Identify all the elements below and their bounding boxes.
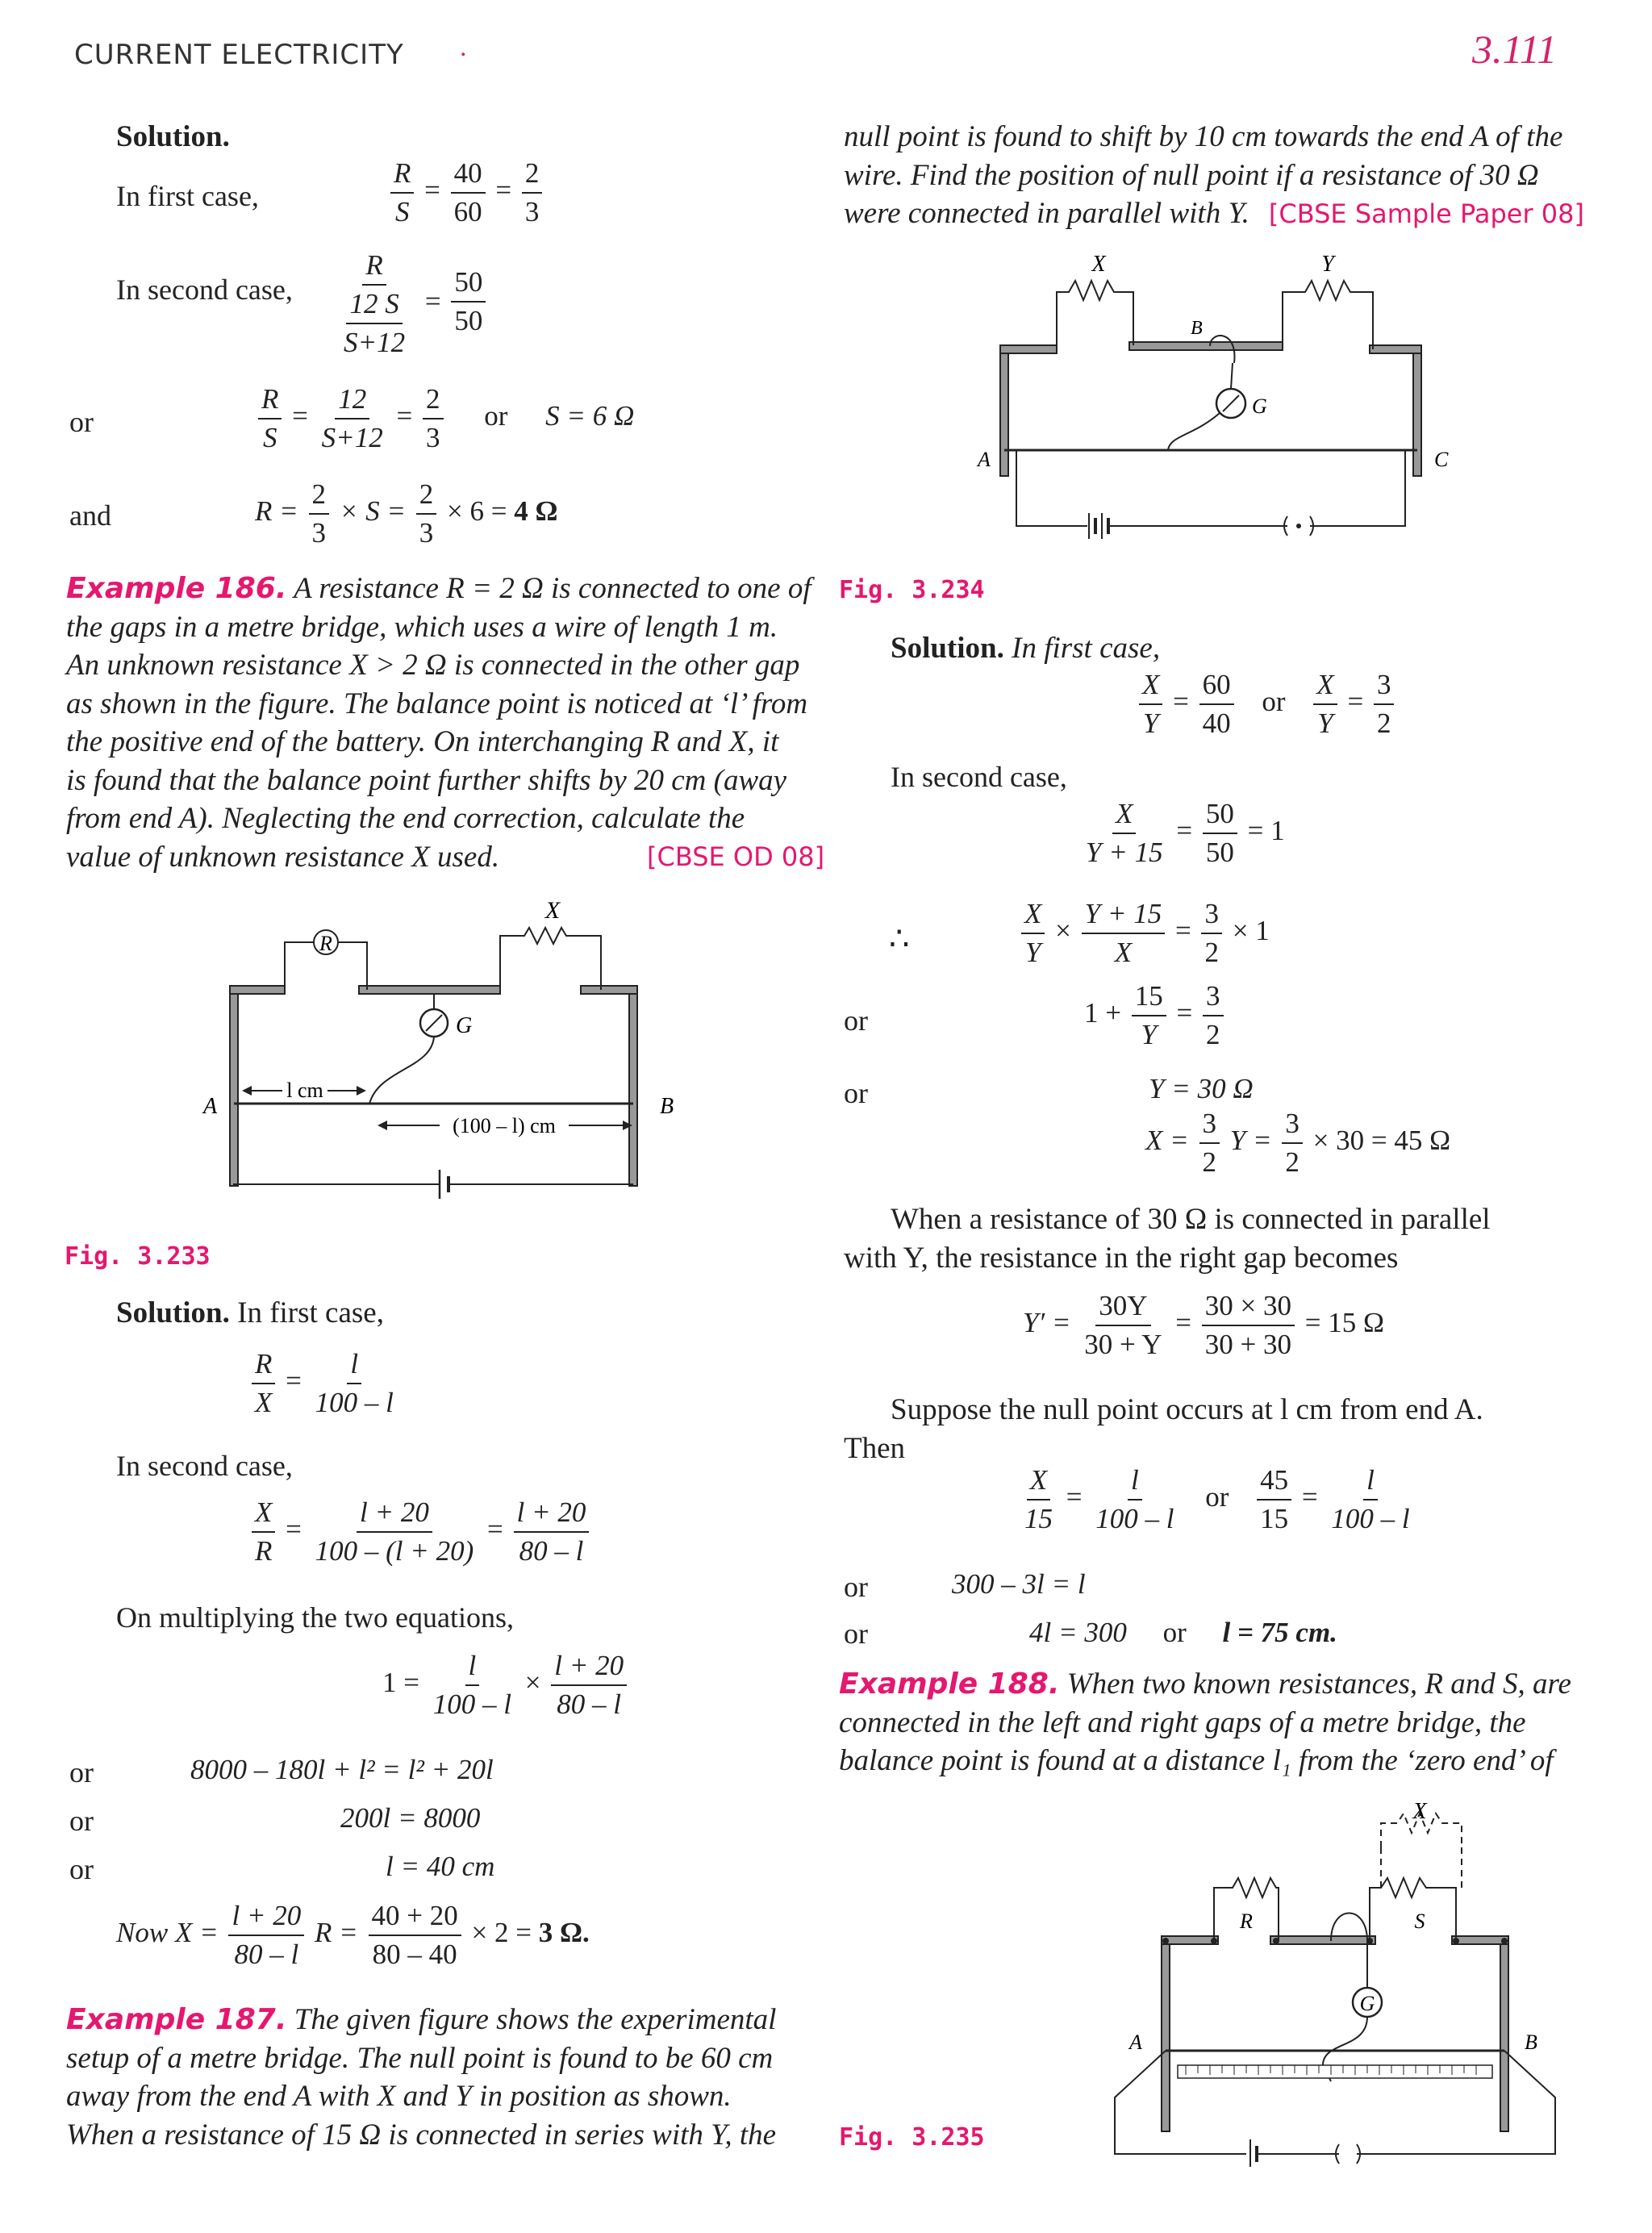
running-header: CURRENT ELECTRICITY (74, 39, 404, 71)
fig-3-235-caption: Fig. 3.235 (839, 2123, 985, 2152)
first-case-label: In first case, (116, 180, 259, 212)
sol187-eq9: 300 – 3l = l (952, 1568, 1086, 1600)
sol186-eq7: Now X = $\frac{l + 20}{80 - l}$ R = $\frac{40 + 20}{80 - 40}$ × 2 = 3 Ω. (116, 1897, 590, 1973)
example-187-label: Example 187. (66, 2003, 287, 2036)
example-187: Example 187. The given figure shows the experimental setup of a metre bridge. The null point is found to be 60 cm away from the end A with X and Y in position as shown. When a resistance of 15 Ω is connected in series with Y, the (66, 2003, 777, 2152)
sol186-eq2: $\frac{X}{R}$ = $\frac{l + 20}{100 - (l + 20)}$ = $\frac{l + 20}{80 - l}$ (248, 1494, 592, 1570)
fig235-label-B: B (1525, 2031, 1537, 2054)
sol186-eq1: $\frac{R}{X}$ = $\frac{l}{100 - l}$ (248, 1346, 400, 1421)
sol187-eq8: $\frac{X}{15}$ = $\frac{l}{100 - l}$ or $\frac{45}{15}$ = $\frac{l}{100 - l}$ (1018, 1462, 1416, 1538)
fig235-label-X: X (1412, 1799, 1427, 1824)
fig234-label-G: G (1252, 394, 1267, 418)
fig235-label-R: R (1240, 1910, 1253, 1933)
or-label-5: or (844, 1004, 868, 1037)
metre-bridge-diagram-234 (968, 242, 1452, 549)
resistor-X-icon (1057, 281, 1133, 349)
equation-3: $\frac{R}{S}$ = $\frac{12}{S+12}$ = $\frac{2}{3}$ or S = 6 Ω (255, 381, 634, 457)
sol187-eq5: Y = 30 Ω (1149, 1073, 1254, 1104)
fig234-label-C: C (1434, 448, 1449, 471)
parallel-paragraph: When a resistance of 30 Ω is connected in parallel with Y, the resistance in the right gap becomes (844, 1203, 1491, 1275)
resistor-Y-icon (1283, 281, 1373, 349)
sol186-multiply-text: On multiplying the two equations, (116, 1601, 514, 1634)
sol187-eq3: $\frac{X}{Y}$ × $\frac{Y + 15}{X}$ = $\frac{3}{2}$ × 1 (1018, 895, 1270, 971)
label-100-minus-l: (100 – l) cm (453, 1114, 556, 1137)
solution-heading: Solution. (116, 120, 230, 153)
second-case-label: In second case, (116, 273, 293, 306)
label-l-cm: l cm (286, 1079, 323, 1102)
sol187-eq10: 4l = 300 or l = 75 cm. (1029, 1617, 1337, 1648)
fig-3-234-caption: Fig. 3.234 (839, 576, 985, 604)
or-label-3: or (69, 1805, 94, 1837)
or-label-4: or (69, 1853, 94, 1885)
sol186-eq4: 8000 – 180l + l² = l² + 20l (190, 1754, 494, 1785)
citation-186: [CBSE OD 08] (647, 841, 825, 872)
label-R: R (319, 932, 332, 955)
sol186-eq3: 1 = $\frac{l}{100 - l}$ × $\frac{l + 20}{80 - l}$ (382, 1647, 630, 1723)
or-label-8: or (844, 1617, 868, 1650)
sol187-eq4: 1 + $\frac{15}{Y}$ = $\frac{3}{2}$ (1084, 978, 1227, 1054)
equation-1: $\frac{R}{S}$ = $\frac{40}{60}$ = $\frac{2}{3}$ (387, 155, 545, 231)
solution-186: Solution. In first case, (116, 1296, 384, 1329)
citation-187: [CBSE Sample Paper 08] (1268, 198, 1584, 229)
page-number: 3.111 (1472, 27, 1558, 72)
fig234-label-Y: Y (1321, 252, 1334, 277)
label-B: B (660, 1094, 674, 1119)
fig234-label-X: X (1091, 252, 1106, 277)
sol187-second-case: In second case, (891, 761, 1067, 793)
metre-bridge-diagram-233 (194, 887, 678, 1210)
fig235-label-A: A (1129, 2031, 1142, 2054)
or-label-7: or (844, 1571, 868, 1603)
sol186-eq5: 200l = 8000 (340, 1802, 481, 1834)
sol187-eq7: Y′ = $\frac{30Y}{30 + Y}$ = $\frac{30 \times 30}{30 + 30}$ = 15 Ω (1023, 1288, 1384, 1363)
sol186-eq6: l = 40 cm (386, 1851, 495, 1882)
fig-3-233-caption: Fig. 3.233 (65, 1242, 211, 1271)
sol187-eq6: X = $\frac{3}{2}$ Y = $\frac{3}{2}$ × 30 = 45 Ω (1145, 1105, 1450, 1181)
example-187-continued: null point is found to shift by 10 cm towards the end A of the wire. Find the position of null point if a resistance of 30 Ω were connected in parallel with Y. [CBSE Sample Paper 08] (844, 120, 1584, 230)
metre-bridge-diagram-235 (1097, 1799, 1581, 2170)
example-188: Example 188. When two known resistances, R and S, are connected in the left and right gaps of a metre bridge, the balance point is found at a distance l₁ from the ‘zero end’ of (839, 1667, 1571, 1777)
fig234-label-B: B (1191, 318, 1203, 339)
or-label-1: or (69, 406, 94, 438)
example-186-label: Example 186. (66, 572, 287, 605)
and-label: and (69, 499, 111, 532)
or-label-6: or (844, 1077, 868, 1109)
sol187-eq2: $\frac{X}{Y + 15}$ = $\frac{50}{50}$ = 1 (1079, 795, 1285, 871)
sol187-eq1: $\frac{X}{Y}$ = $\frac{60}{40}$ or $\frac{X}{Y}$ = $\frac{3}{2}$ (1136, 666, 1397, 742)
fig235-label-S: S (1414, 1910, 1425, 1933)
label-G: G (456, 1013, 473, 1038)
resistor-S-icon (1370, 1878, 1456, 1941)
solution-187: Solution. In first case, (891, 632, 1161, 665)
equation-4: R = $\frac{2}{3}$ × S = $\frac{2}{3}$ × 6 = 4 Ω (255, 476, 558, 552)
metre-scale-icon (1178, 2065, 1492, 2078)
example-188-label: Example 188. (839, 1667, 1060, 1701)
therefore-symbol: ∴ (889, 920, 910, 957)
equation-2: $\frac{R}{\frac{12 S}{S+12}}$ = $\frac{50}{50}$ (331, 247, 489, 361)
fig234-label-A: A (978, 448, 991, 471)
suppose-paragraph: Suppose the null point occurs at l cm from end A. Then (844, 1393, 1483, 1465)
example-186: Example 186. A resistance R = 2 Ω is connected to one of the gaps in a metre bridge, which uses a wire of length 1 m. An unknown resistance X > 2 Ω is connected in the other gap as shown in the figure. The balance point is noticed at ‘l’ from the positive end of the battery. On interchanging R and X, it is found that the balance point further shifts by 20 cm (away from end A). Neglecting the end correction, calculate the value of unknown resistance X used. [CBSE OD 08] (66, 570, 811, 876)
sol186-second-case: In second case, (116, 1450, 293, 1482)
label-X: X (544, 897, 561, 924)
header-dot: . (460, 32, 467, 62)
or-label-2: or (69, 1756, 94, 1788)
resistor-X-icon (500, 928, 601, 990)
label-A: A (203, 1094, 218, 1119)
fig235-label-G: G (1359, 1992, 1375, 2015)
